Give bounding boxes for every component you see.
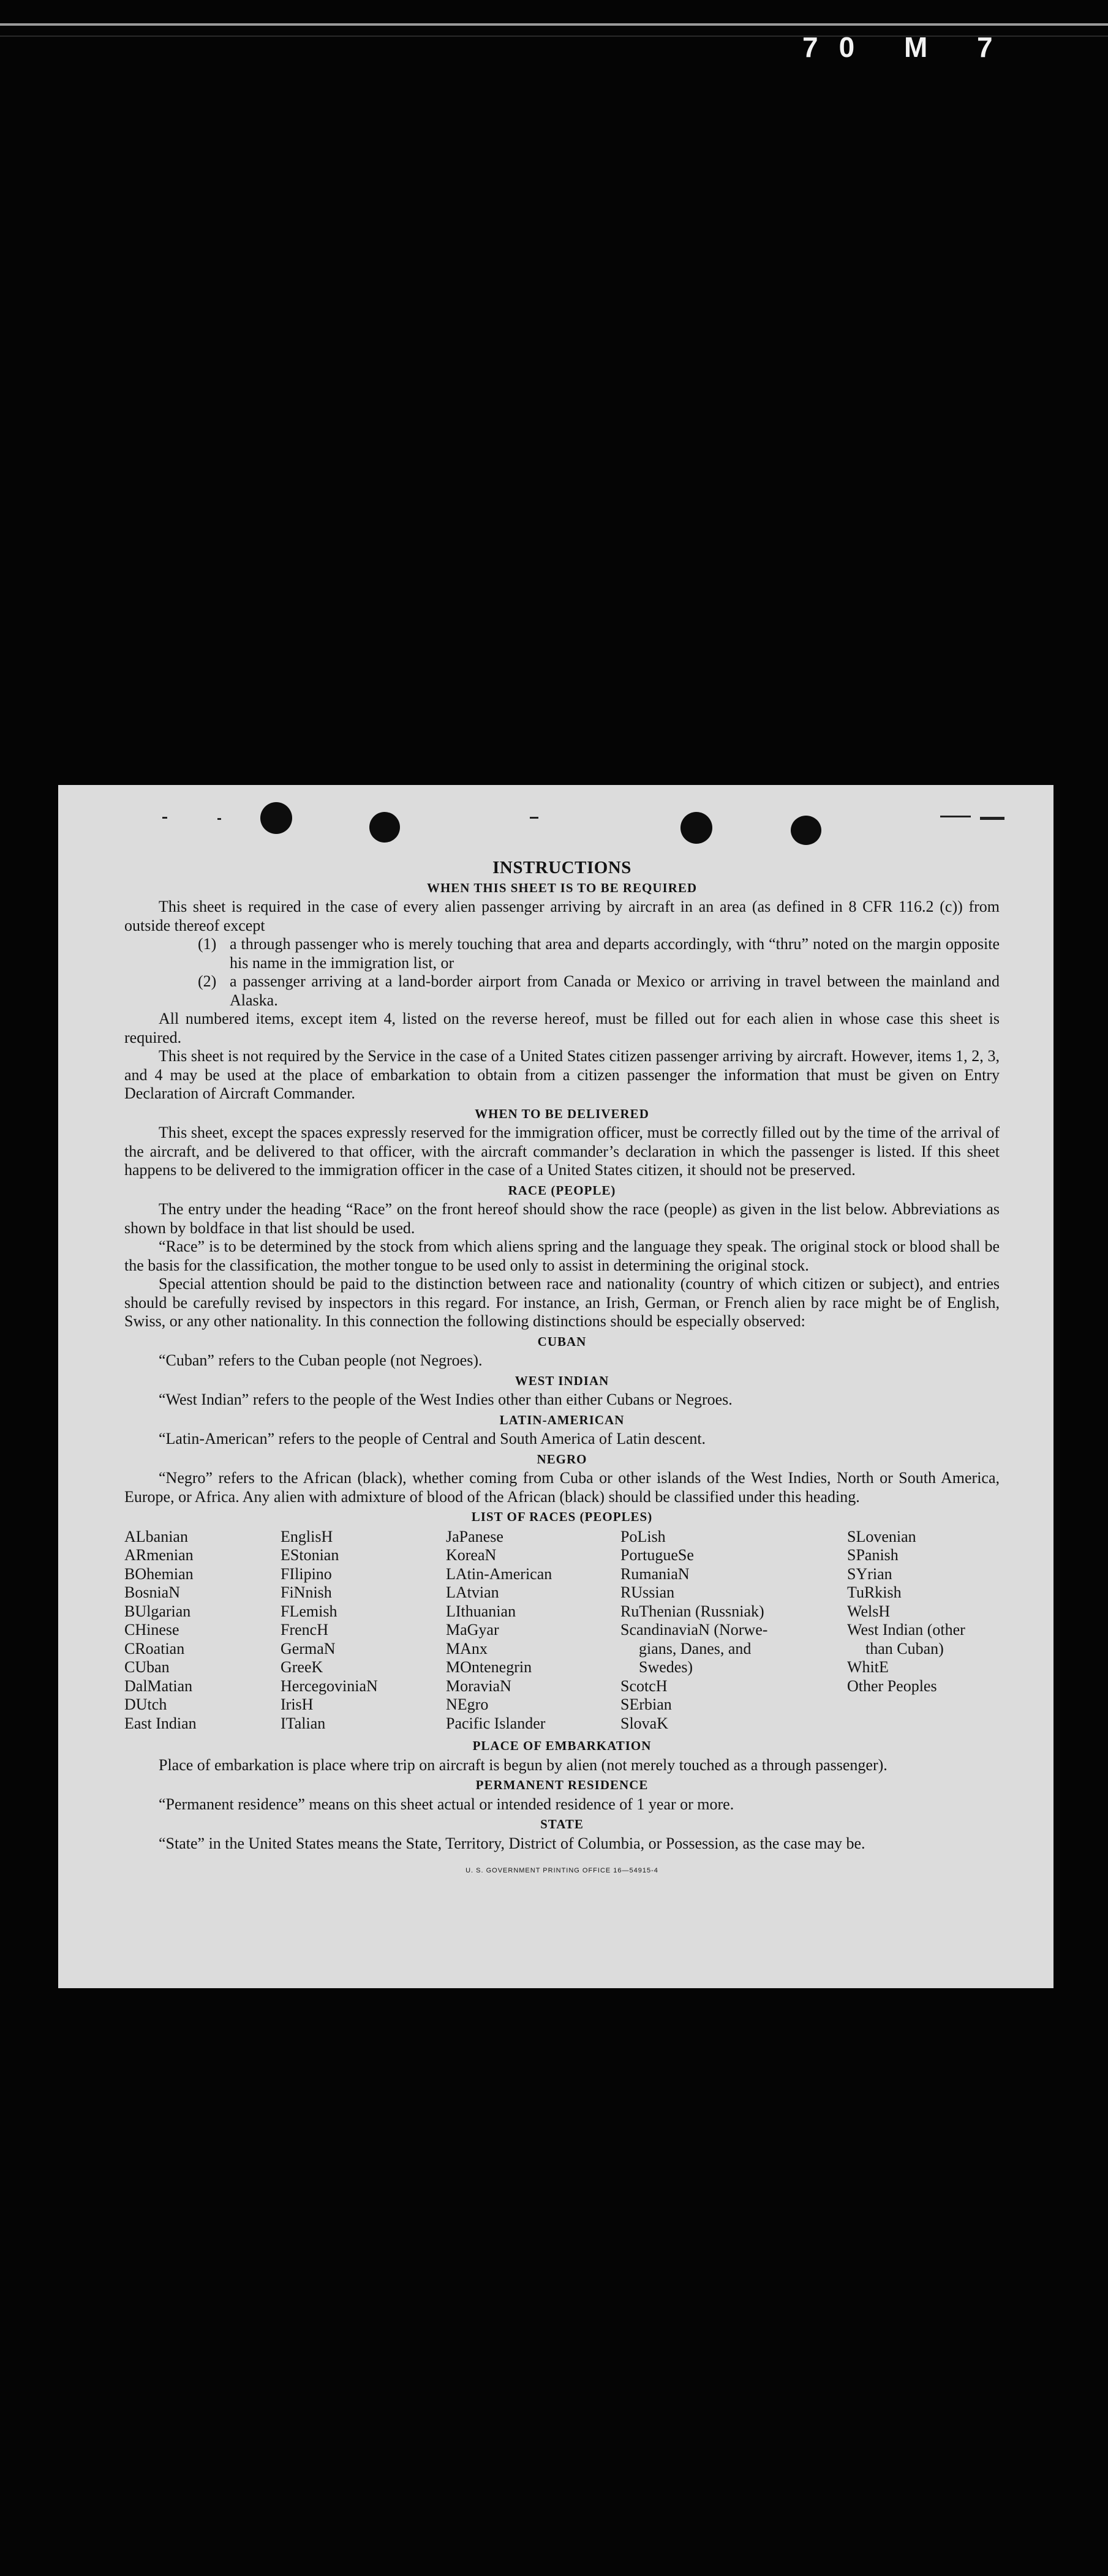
frame-number-mark: 70 M 7 (802, 31, 1014, 63)
race-entry: East Indian (124, 1714, 197, 1732)
punch-hole (369, 812, 400, 843)
punch-hole (260, 802, 292, 834)
race-entry: BosniaN (124, 1583, 180, 1601)
race-entry: LAtvian (446, 1583, 499, 1601)
film-top-edge (0, 23, 1108, 26)
race-entry: Other Peoples (847, 1677, 937, 1695)
race-entry: EStonian (281, 1546, 339, 1564)
state-definition: “State” in the United States means the State, Territory, District of Columbia, or Possession, as the case may be. (159, 1834, 865, 1852)
printer-imprint: U. S. GOVERNMENT PRINTING OFFICE 16—54915-4 (465, 1867, 658, 1874)
race-entry: ALbanian (124, 1527, 188, 1545)
punch-hole (791, 816, 821, 845)
speck (530, 817, 538, 819)
races-column-3 (446, 1528, 620, 1733)
delivered-paragraph: This sheet, except the spaces expressly reserved for the immigration officer, must be correctly filled out by the time of the arrival of the aircraft, and be delivered to that officer, with the aircraft commander’s declaration in which the passenger is listed. If this sheet happens to be delivered to the immigration officer in the case of a United States citizen, it should not be preserved. (124, 1124, 1000, 1179)
race-entry: WelsH (847, 1602, 891, 1620)
race-entry: DUtch (124, 1695, 167, 1713)
punch-hole (680, 812, 712, 844)
race-entry: DalMatian (124, 1677, 193, 1695)
race-entry: FiNnish (281, 1583, 332, 1601)
race-entry: West Indian (other (847, 1621, 965, 1639)
west-indian-definition: “West Indian” refers to the people of the West Indies other than either Cubans or Negroes. (159, 1391, 733, 1408)
race-entry: TuRkish (847, 1583, 902, 1601)
heading-permanent-residence: PERMANENT RESIDENCE (475, 1778, 649, 1792)
race-entry: MAnx (446, 1639, 488, 1658)
required-paragraph-2: All numbered items, except item 4, listed on the reverse hereof, must be filled out for each alien in whose case this sheet is required. (124, 1010, 1000, 1046)
race-entry: SErbian (620, 1695, 672, 1713)
race-entry-continued: gians, Danes, and (639, 1639, 752, 1658)
heading-west-indian: WEST INDIAN (514, 1373, 609, 1388)
races-column-1 (124, 1528, 281, 1733)
heading-delivered: WHEN TO BE DELIVERED (475, 1106, 649, 1121)
race-paragraph-2: “Race” is to be determined by the stock from which aliens spring and the language they speak. The original stock or blood shall be the basis for the classification, the mother tongue to be used only to assist in determining the original stock. (124, 1237, 1000, 1274)
heading-latin-american: LATIN-AMERICAN (499, 1412, 625, 1427)
race-entry: MOntenegrin (446, 1658, 532, 1676)
races-column-5 (847, 1528, 1012, 1733)
residence-definition: “Permanent residence” means on this sheet actual or intended residence of 1 year or more. (159, 1795, 734, 1813)
heading-required: WHEN THIS SHEET IS TO BE REQUIRED (426, 880, 698, 895)
race-entry: SPanish (847, 1546, 899, 1564)
race-entry: CUban (124, 1658, 170, 1676)
exception-item-1 (124, 935, 1000, 972)
speck (940, 816, 971, 817)
races-column-4 (620, 1528, 847, 1733)
race-entry: ITalian (281, 1714, 326, 1732)
race-entry-continued: Swedes) (639, 1658, 693, 1676)
speck (217, 818, 221, 820)
race-entry-continued: than Cuban) (865, 1639, 944, 1658)
race-entry: HercegoviniaN (281, 1677, 378, 1695)
race-entry: ScandinaviaN (Norwe- (620, 1621, 768, 1639)
race-entry: FLemish (281, 1602, 337, 1620)
race-entry: RUssian (620, 1583, 675, 1601)
races-column-2 (281, 1528, 446, 1733)
item-number: (1) (198, 935, 217, 953)
race-entry: MaGyar (446, 1621, 499, 1639)
race-entry: CRoatian (124, 1639, 185, 1658)
race-entry: KoreaN (446, 1546, 497, 1564)
race-entry: FrencH (281, 1621, 328, 1639)
race-entry: NEgro (446, 1695, 489, 1713)
race-entry: SlovaK (620, 1714, 668, 1732)
race-entry: SYrian (847, 1564, 892, 1583)
race-paragraph-1: The entry under the heading “Race” on the front hereof should show the race (people) as given in the list below. Abbreviations as shown by boldface in that list should be used. (124, 1200, 1000, 1237)
race-entry: ARmenian (124, 1546, 194, 1564)
race-entry: GreeK (281, 1658, 323, 1676)
heading-race: RACE (PEOPLE) (508, 1182, 616, 1198)
required-paragraph-1: This sheet is required in the case of every alien passenger arriving by aircraft in an area (as defined in 8 CFR 116.2 (c)) from outside thereof except (124, 898, 1000, 934)
race-entry: Pacific Islander (446, 1714, 546, 1732)
exception-item-2 (124, 972, 1000, 1010)
race-entry: BUlgarian (124, 1602, 191, 1620)
race-paragraph-3: Special attention should be paid to the distinction between race and nationality (country of which citizen or subject), and entries should be carefully revised by inspectors in this regard. For instance, an Irish, German, or French alien by race might be of English, Swiss, or any other nationality. In this connection the following distinctions should be especially observed: (124, 1275, 1000, 1330)
race-entry: PortugueSe (620, 1546, 694, 1564)
race-entry: PoLish (620, 1527, 666, 1545)
embarkation-definition: Place of embarkation is place where trip on aircraft is begun by alien (not merely touched as a through passenger). (159, 1756, 888, 1774)
heading-cuban: CUBAN (537, 1334, 587, 1349)
race-entry: WhitE (847, 1658, 889, 1676)
instruction-sheet (58, 785, 1053, 1988)
race-entry: LIthuanian (446, 1602, 516, 1620)
heading-embarkation: PLACE OF EMBARKATION (472, 1738, 652, 1753)
item-text: a passenger arriving at a land-border airport from Canada or Mexico or arriving in travel between the mainland and Alaska. (230, 972, 1000, 1009)
races-list (124, 1528, 1000, 1733)
race-entry: JaPanese (446, 1527, 503, 1545)
heading-state: STATE (540, 1817, 584, 1831)
race-entry: CHinese (124, 1621, 179, 1639)
race-entry: SLovenian (847, 1527, 916, 1545)
page-title: INSTRUCTIONS (492, 858, 631, 877)
heading-negro: NEGRO (537, 1451, 587, 1466)
race-entry: LAtin-American (446, 1564, 552, 1583)
cuban-definition: “Cuban” refers to the Cuban people (not Negroes). (159, 1351, 483, 1369)
latin-american-definition: “Latin-American” refers to the people of Central and South America of Latin descent. (159, 1430, 706, 1448)
heading-races-list: LIST OF RACES (PEOPLES) (471, 1509, 653, 1524)
negro-definition: “Negro” refers to the African (black), whether coming from Cuba or other islands of the West Indies, North or South America, Europe, or Africa. Any alien with admixture of blood of the African (black) should be classified under this heading. (124, 1469, 1000, 1506)
race-entry: GermaN (281, 1639, 336, 1658)
required-paragraph-3: This sheet is not required by the Service in the case of a United States citizen passenger arriving by aircraft. However, items 1, 2, 3, and 4 may be used at the place of embarkation to obtain from a citizen passenger the information that must be given on Entry Declaration of Aircraft Commander. (124, 1047, 1000, 1102)
race-entry: FIlipino (281, 1564, 332, 1583)
race-entry: RumaniaN (620, 1564, 690, 1583)
race-entry: BOhemian (124, 1564, 194, 1583)
item-text: a through passenger who is merely touching that area and departs accordingly, with “thru” noted on the margin opposite his name in the immigration list, or (230, 935, 1000, 972)
item-number: (2) (198, 972, 217, 990)
speck (162, 817, 167, 819)
race-entry: ScotcH (620, 1677, 668, 1695)
speck (980, 817, 1004, 820)
race-entry: RuThenian (Russniak) (620, 1602, 764, 1620)
race-entry: EnglisH (281, 1527, 333, 1545)
race-entry: IrisH (281, 1695, 314, 1713)
race-entry: MoraviaN (446, 1677, 511, 1695)
